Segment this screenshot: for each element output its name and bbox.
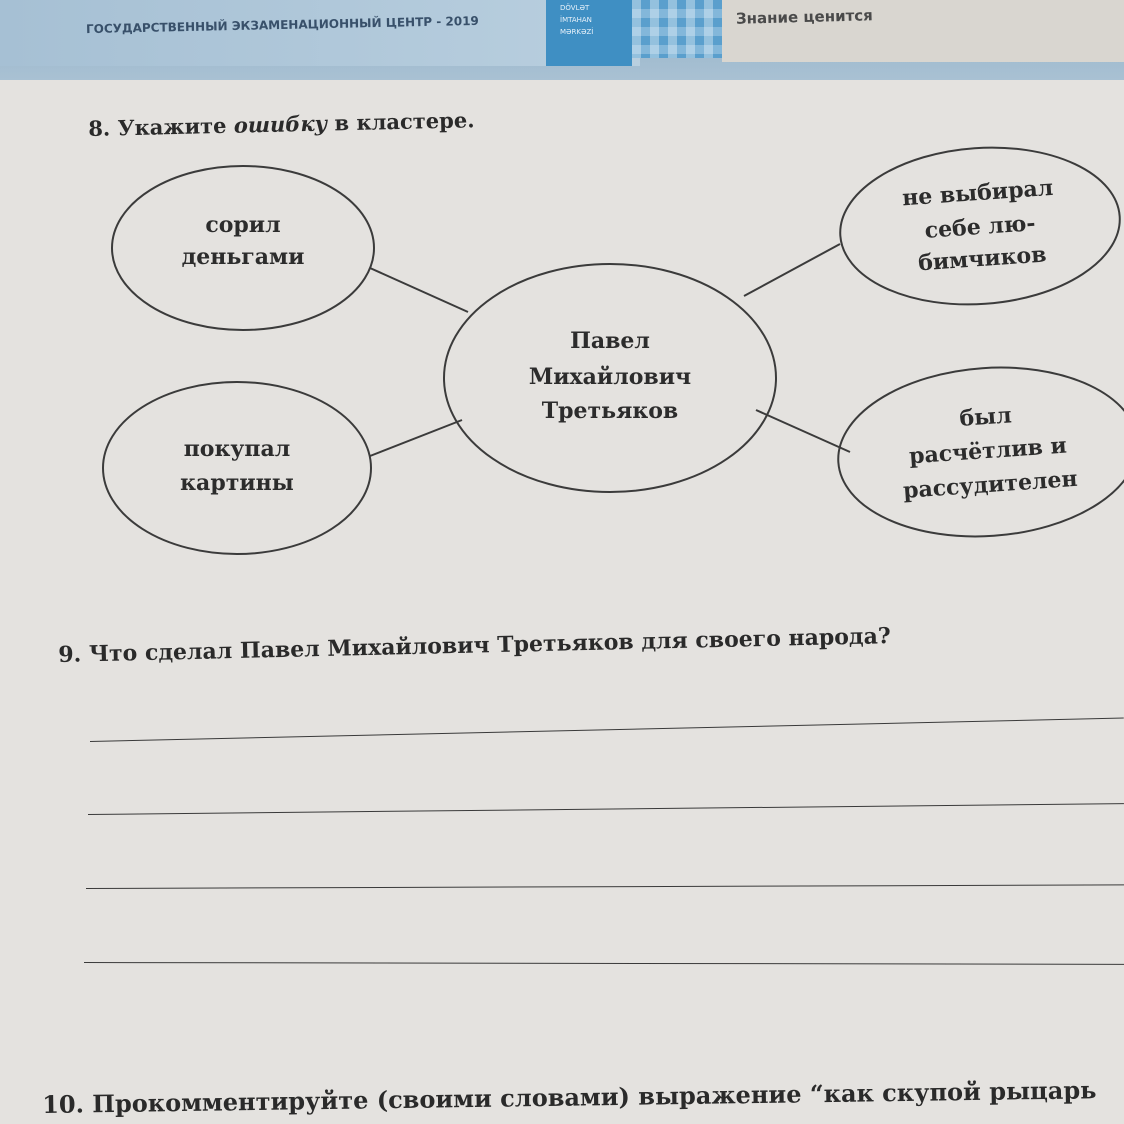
node-bottom-left-ellipse	[103, 382, 371, 554]
node-top-left-line-2: деньгами	[181, 244, 305, 270]
node-bottom-left-line-1: покупал	[183, 436, 291, 462]
logo-line-2: İMTAHAN	[560, 16, 592, 24]
question-9-title: 9. Что сделал Павел Михайлович Третьяков для своего народа?	[58, 623, 892, 668]
node-center-line-3: Третьяков	[541, 398, 679, 424]
question-10-title: 10. Прокомментируйте (своими словами) выражение “как скупой рыцарь	[42, 1075, 1097, 1119]
connector-bottom-left	[370, 420, 462, 456]
logo-line-1: DÖVLƏT	[560, 4, 590, 12]
connector-bottom-right	[756, 410, 850, 452]
node-bottom-left-line-2: картины	[180, 470, 294, 496]
question-8-text-after: в кластере.	[334, 107, 475, 136]
header-tagline: Знание ценится	[735, 6, 874, 28]
node-bottom-right-line-3: рассудителен	[902, 465, 1079, 504]
node-bottom-right-line-2: расчётлив и	[908, 432, 1068, 470]
node-center-line-2: Михайлович	[528, 364, 692, 390]
question-8-text-before: Укажите	[117, 112, 227, 141]
logo-line-3: MƏRKƏZİ	[560, 28, 594, 36]
question-8-italic-word: ошибку	[233, 110, 328, 138]
connector-top-right	[744, 244, 840, 296]
question-8-number: 8.	[88, 115, 111, 141]
node-top-left-line-1: сорил	[205, 212, 281, 238]
header-title: ГОСУДАРСТВЕННЫЙ ЭКЗАМЕНАЦИОННЫЙ ЦЕНТР - 2019	[85, 13, 479, 37]
node-bottom-right-line-1: был	[958, 402, 1013, 432]
connector-top-left	[370, 268, 468, 312]
node-top-right-line-3: бимчиков	[917, 241, 1048, 277]
node-top-right-line-1: не выбирал	[901, 174, 1055, 212]
node-top-right-line-2: себе лю-	[923, 210, 1037, 244]
node-center-line-1: Павел	[570, 328, 650, 354]
